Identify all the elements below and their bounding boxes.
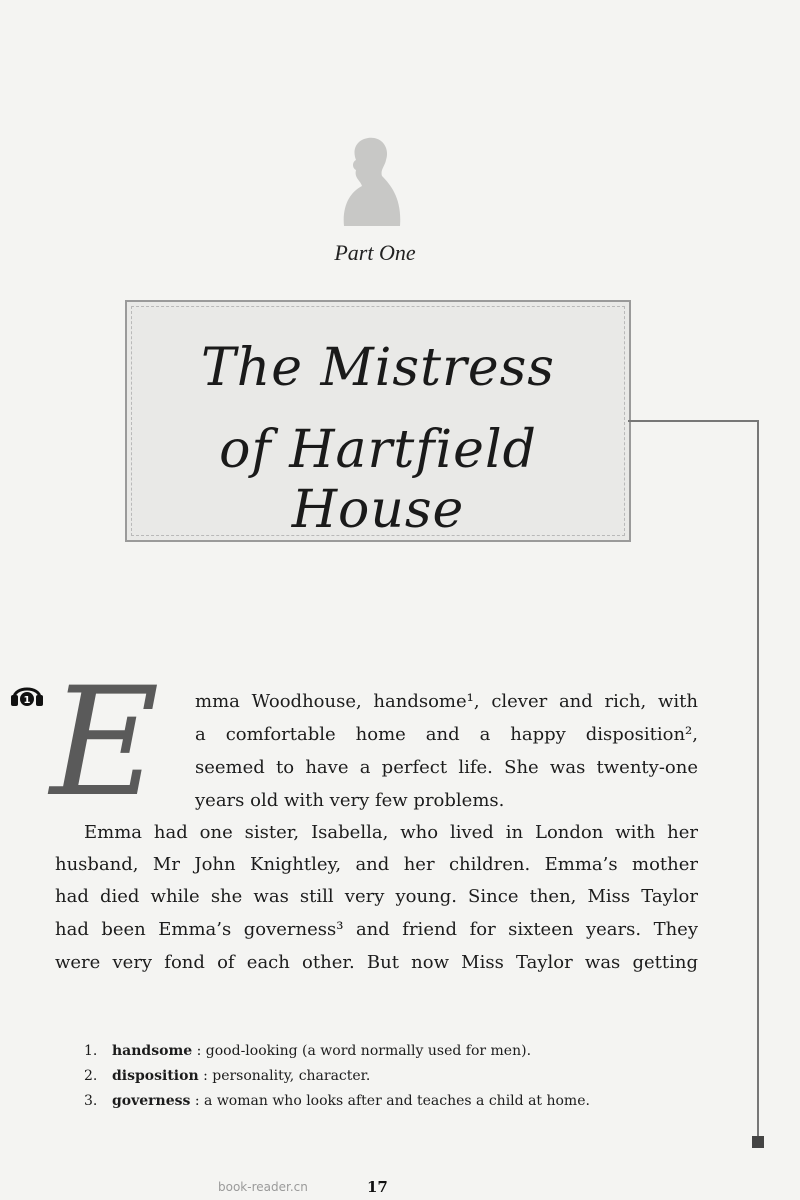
chapter-title-line-1: The Mistress [201, 338, 555, 398]
headphones-icon[interactable] [10, 680, 44, 708]
footnote-term: disposition [112, 1068, 199, 1084]
footnote-definition: : good-looking (a word normally used for men). [192, 1043, 532, 1059]
body-text-line: husband, Mr John Knightley, and her children. Emma’s mother [55, 854, 698, 875]
footnote [84, 1092, 590, 1110]
decorative-connector-square [752, 1136, 764, 1148]
page-number: 17 [367, 1178, 388, 1196]
body-text-line: years old with very few problems. [195, 790, 505, 811]
footnote [84, 1067, 370, 1085]
watermark: book-reader.cn [218, 1180, 308, 1194]
footnote-definition: : personality, character. [198, 1068, 371, 1084]
body-text-line: were very fond of each other. But now Miss Taylor was getting [55, 952, 698, 973]
footnote-number: 3. [84, 1093, 98, 1109]
chapter-title-line-2: of Hartfield House [219, 420, 537, 540]
footnote-term: governess [112, 1093, 191, 1109]
body-text-line: had been Emma’s governess³ and friend for sixteen years. They [55, 919, 698, 940]
footnote-number: 2. [84, 1068, 98, 1084]
body-text-line: Emma had one sister, Isabella, who lived in London with her [84, 822, 698, 843]
footnote-term: handsome [112, 1043, 193, 1059]
footnote-number: 1. [84, 1043, 98, 1059]
drop-cap: E [50, 656, 160, 830]
chapter-title-box [125, 300, 631, 542]
decorative-connector-vertical [757, 420, 759, 1138]
body-text-line: seemed to have a perfect life. She was twenty-one [195, 757, 698, 778]
silhouette-portrait-icon [330, 130, 410, 230]
body-text-line: mma Woodhouse, handsome¹, clever and rich, with [195, 691, 698, 712]
body-text-line: had died while she was still very young. Since then, Miss Taylor [55, 886, 698, 907]
part-title: Part One [334, 240, 416, 265]
body-text-line: a comfortable home and a happy disposition², [195, 724, 698, 745]
audio-track-number: 1 [23, 695, 31, 706]
footnote-definition: : a woman who looks after and teaches a child at home. [190, 1093, 590, 1109]
footnote [84, 1042, 531, 1060]
decorative-connector-horizontal [628, 420, 758, 422]
